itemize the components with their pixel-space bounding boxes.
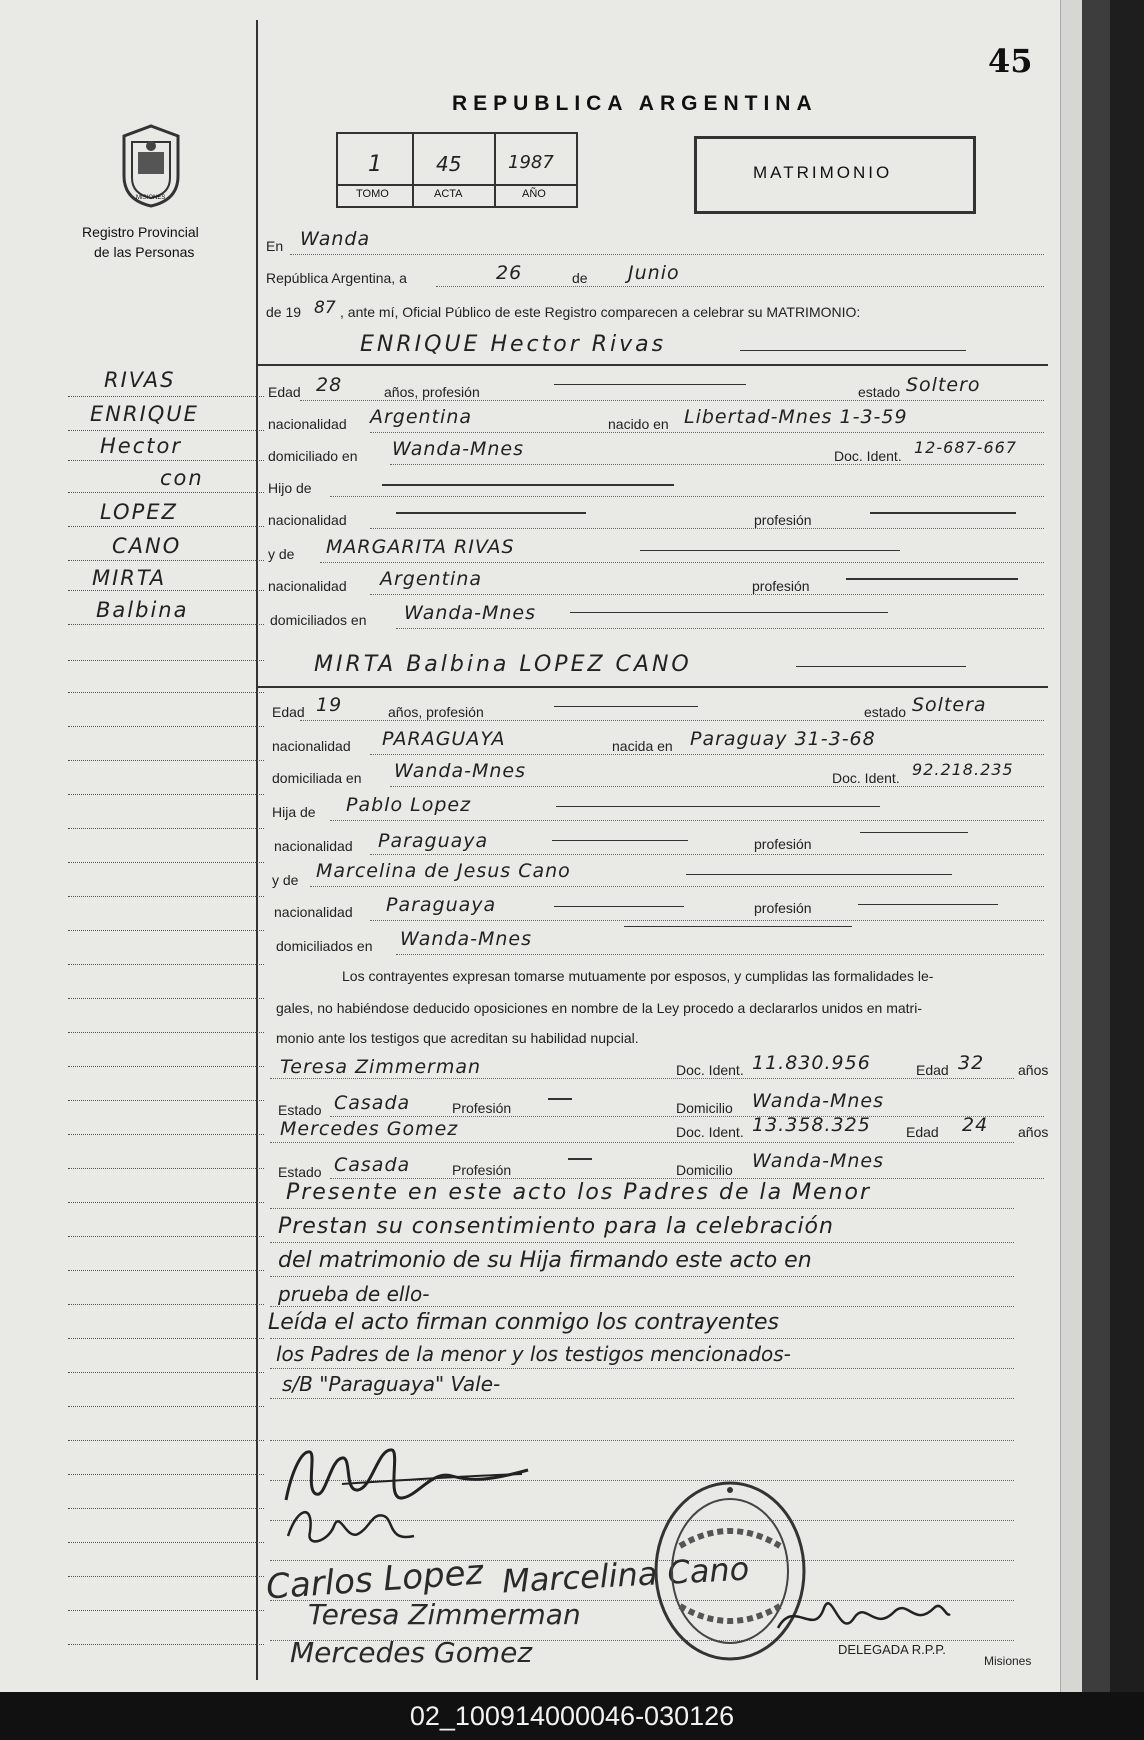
bride-anos-label: años, profesión [388, 704, 484, 720]
bride-madre-nac: Paraguaya [386, 894, 497, 916]
document-type-box [694, 136, 976, 214]
margin-line [68, 896, 264, 897]
bride-nacionalidad: PARAGUAYA [382, 728, 506, 750]
margin-line [68, 1304, 264, 1305]
fill-line [370, 594, 1044, 595]
fill-line [270, 1208, 1014, 1209]
margin-line [68, 964, 264, 965]
fill-line [270, 1306, 1014, 1307]
groom-father-nac-label: nacionalidad [268, 512, 347, 528]
groom-nacido: Libertad-Mnes 1-3-59 [684, 406, 908, 428]
groom-mother-prof-label: profesión [752, 578, 810, 594]
acta-label: ACTA [434, 188, 463, 200]
groom-edad-label: Edad [268, 384, 301, 400]
margin-line [68, 726, 264, 727]
fill-line [270, 1142, 1014, 1143]
dash-line [640, 550, 900, 551]
bride-domicilio: Wanda-Mnes [394, 760, 527, 782]
tomo-acta-ano-box [336, 132, 578, 208]
fill-line [436, 286, 1044, 287]
witness2-profesion-label: Profesión [452, 1162, 512, 1178]
witness2-domicilio: Wanda-Mnes [752, 1150, 885, 1172]
bride-doc-label: Doc. Ident. [832, 770, 900, 786]
margin-line [68, 794, 264, 795]
margin-name: ENRIQUE [90, 402, 199, 426]
bride-edad-label: Edad [272, 704, 305, 720]
margin-line [68, 1032, 264, 1033]
bride-madre: Marcelina de Jesus Cano [316, 860, 571, 882]
witness1-name: Teresa Zimmerman [280, 1056, 482, 1078]
margin-line [68, 998, 264, 999]
witness2-doc-label: Doc. Ident. [676, 1124, 744, 1140]
witness1-doc: 11.830.956 [752, 1052, 871, 1074]
bride-doc: 92.218.235 [912, 760, 1014, 779]
fill-line [390, 464, 1044, 465]
margin-line [68, 760, 264, 761]
fill-line [370, 854, 1044, 855]
dash-line [548, 1098, 572, 1100]
groom-dom-label: domiciliado en [268, 448, 358, 464]
margin-rule [256, 20, 258, 1680]
groom-mother-nac-label: nacionalidad [268, 578, 347, 594]
margin-line [68, 1542, 264, 1543]
wife-signature-icon [284, 1496, 424, 1550]
margin-line [68, 460, 264, 461]
country-heading: REPUBLICA ARGENTINA [452, 92, 818, 115]
witness2-estado-label: Estado [278, 1164, 322, 1180]
note-line: Leída el acto firman conmigo los contrayentes [268, 1310, 780, 1335]
groom-doms-label: domiciliados en [270, 612, 367, 628]
dash-line [624, 926, 852, 927]
witness2-edad: 24 [962, 1114, 989, 1136]
day-value: 26 [496, 262, 523, 284]
groom-padres-dom: Wanda-Mnes [404, 602, 537, 624]
margin-line [68, 1440, 264, 1441]
year-prefix: de 19 [266, 304, 302, 320]
note-line: los Padres de la menor y los testigos mencionados- [276, 1342, 791, 1366]
bride-estado-label: estado [864, 704, 907, 720]
margin-line [68, 1236, 264, 1237]
margin-line [68, 396, 264, 397]
margin-line [68, 560, 264, 561]
signature-marcelina-cano: Marcelina Cano [501, 1549, 751, 1601]
fill-line [270, 1276, 1014, 1277]
page-number: 45 [988, 42, 1033, 80]
groom-nacionalidad: Argentina [370, 406, 473, 428]
bride-yde-label: y de [272, 872, 299, 888]
dash-line [860, 832, 968, 833]
bride-name: MIRTA Balbina LOPEZ CANO [314, 652, 692, 677]
fill-line [370, 528, 1044, 529]
witness2-name: Mercedes Gomez [280, 1118, 459, 1140]
groom-name: ENRIQUE Hector Rivas [360, 332, 667, 357]
margin-name: LOPEZ [100, 500, 178, 524]
fill-line [396, 954, 1044, 955]
margin-line [68, 430, 264, 431]
declaration-line: gales, no habiéndose deducido oposiciones en nombre de la Ley procedo a declararlos unidos en matri- [276, 1000, 922, 1016]
note-line: Prestan su consentimiento para la celebración [278, 1214, 834, 1239]
fill-line [330, 1178, 1044, 1179]
acta-value: 45 [436, 152, 462, 176]
witness1-edad-label: Edad [916, 1062, 949, 1078]
witness2-doc: 13.358.325 [752, 1114, 871, 1136]
margin-line [68, 1508, 264, 1509]
official-signature-icon [774, 1588, 954, 1648]
margin-line [68, 1270, 264, 1271]
margin-line [68, 1338, 264, 1339]
signature-teresa-zimmerman: Teresa Zimmerman [308, 1598, 581, 1631]
bride-nacida-label: nacida en [612, 738, 673, 754]
margin-line [68, 1066, 264, 1067]
margin-name: con [160, 466, 204, 490]
bride-padre-nac: Paraguaya [378, 830, 489, 852]
margin-line [68, 624, 264, 625]
fill-line [270, 1242, 1014, 1243]
margin-line [68, 1168, 264, 1169]
bride-nac-label: nacionalidad [272, 738, 351, 754]
fill-line [300, 720, 1044, 721]
dash-line [570, 612, 888, 613]
groom-estado: Soltero [906, 374, 981, 396]
fill-line [330, 820, 1044, 821]
witness1-doc-label: Doc. Ident. [676, 1062, 744, 1078]
dash-line [858, 904, 998, 905]
margin-line [68, 1372, 264, 1373]
dash-line [552, 840, 688, 841]
witness1-edad: 32 [958, 1052, 985, 1074]
fill-line [330, 496, 1044, 497]
witness1-estado-label: Estado [278, 1102, 322, 1118]
fill-line [370, 754, 1044, 755]
witness1-estado: Casada [334, 1092, 411, 1114]
margin-line [68, 660, 264, 661]
intro-text: , ante mí, Oficial Público de este Registro comparecen a celebrar su MATRIMONIO: [340, 304, 861, 320]
fill-line [270, 1078, 1014, 1079]
de-label: de [572, 270, 588, 286]
fill-line [270, 1398, 1014, 1399]
groom-edad: 28 [316, 374, 343, 396]
dash-line [796, 666, 966, 667]
bride-father-prof-label: profesión [754, 836, 812, 852]
binding-spine [1082, 0, 1110, 1692]
fill-line [370, 432, 1044, 433]
fill-line [270, 1368, 1014, 1369]
ano-label: AÑO [522, 188, 546, 200]
groom-estado-label: estado [858, 384, 901, 400]
note-line: prueba de ello- [278, 1282, 430, 1306]
bride-estado: Soltera [912, 694, 987, 716]
fill-line [390, 786, 1044, 787]
witness2-edad-label: Edad [906, 1124, 939, 1140]
declaration-line: monio ante los testigos que acreditan su habilidad nupcial. [276, 1030, 639, 1046]
fill-line [330, 1116, 1044, 1117]
margin-line [68, 1576, 264, 1577]
margin-line [68, 526, 264, 527]
groom-doc-label: Doc. Ident. [834, 448, 902, 464]
margin-line [68, 1134, 264, 1135]
margin-name: CANO [112, 534, 182, 558]
margin-line [68, 828, 264, 829]
dash-line [686, 874, 952, 875]
dash-line [846, 578, 1018, 580]
margin-line [68, 1474, 264, 1475]
margin-line [68, 1610, 264, 1611]
groom-hijo-label: Hijo de [268, 480, 312, 496]
official-title: DELEGADA R.P.P. [838, 1642, 946, 1657]
section-rule [258, 364, 1048, 366]
witness1-anos-label: años [1018, 1062, 1049, 1078]
margin-name: RIVAS [104, 368, 176, 392]
bride-nacida: Paraguay 31-3-68 [690, 728, 876, 750]
official-place: Misiones [984, 1654, 1032, 1668]
dash-line [568, 1158, 592, 1160]
witness1-domicilio: Wanda-Mnes [752, 1090, 885, 1112]
witness1-domicilio-label: Domicilio [676, 1100, 733, 1116]
republica-label: República Argentina, a [266, 270, 407, 286]
dash-line [554, 384, 746, 385]
dash-line [554, 706, 698, 707]
binding-edge [1060, 0, 1083, 1692]
bride-father-nac-label: nacionalidad [274, 838, 353, 854]
bride-dom-label: domiciliada en [272, 770, 362, 786]
registry-name-line1: Registro Provincial [82, 224, 199, 240]
groom-doc: 12-687-667 [914, 438, 1017, 457]
bride-mother-nac-label: nacionalidad [274, 904, 353, 920]
bride-doms-label: domiciliados en [276, 938, 373, 954]
en-label: En [266, 238, 284, 254]
fill-line [300, 400, 1044, 401]
groom-madre-nac: Argentina [380, 568, 483, 590]
dash-line [396, 512, 586, 514]
declaration-line: Los contrayentes expresan tomarse mutuamente por esposos, y cumplidas las formalidades le- [342, 968, 934, 984]
month-value: Junio [628, 262, 680, 284]
witness2-estado: Casada [334, 1154, 411, 1176]
fill-line [270, 1338, 1014, 1339]
note-line: Presente en este acto los Padres de la Menor [286, 1180, 872, 1205]
ano-value: 1987 [508, 152, 554, 173]
groom-father-prof-label: profesión [754, 512, 812, 528]
registry-name-line2: de las Personas [94, 244, 195, 260]
document-type: MATRIMONIO [753, 163, 893, 182]
groom-domicilio: Wanda-Mnes [392, 438, 525, 460]
margin-name: MIRTA [92, 566, 167, 590]
dash-line [554, 906, 684, 907]
fill-line [310, 886, 1044, 887]
tomo-value: 1 [368, 152, 382, 177]
margin-name: Balbina [96, 598, 189, 622]
margin-name: Hector [100, 434, 182, 458]
bride-edad: 19 [316, 694, 343, 716]
groom-nac-label: nacionalidad [268, 416, 347, 432]
file-id-footer: 02_100914000046-030126 [0, 1692, 1144, 1740]
bride-padres-dom: Wanda-Mnes [400, 928, 533, 950]
fill-line [290, 254, 1044, 255]
dash-line [870, 512, 1016, 514]
bride-padre: Pablo Lopez [346, 794, 472, 816]
margin-line [68, 1100, 264, 1101]
signature-mercedes-gomez: Mercedes Gomez [290, 1636, 533, 1669]
signature-carlos-lopez: Carlos Lopez [264, 1552, 485, 1608]
witness1-profesion-label: Profesión [452, 1100, 512, 1116]
note-line: del matrimonio de su Hija firmando este acto en [278, 1248, 812, 1273]
margin-line [68, 1202, 264, 1203]
dash-line [382, 484, 674, 486]
groom-anos-label: años, profesión [384, 384, 480, 400]
margin-line [68, 692, 264, 693]
groom-madre: MARGARITA RIVAS [326, 536, 515, 558]
year-suffix: 87 [314, 298, 336, 318]
section-rule [258, 686, 1048, 688]
en-value: Wanda [300, 228, 371, 250]
fill-line [320, 562, 1044, 563]
margin-line [68, 590, 264, 591]
witness2-domicilio-label: Domicilio [676, 1162, 733, 1178]
groom-yde-label: y de [268, 546, 295, 562]
margin-line [68, 492, 264, 493]
fill-line [396, 628, 1044, 629]
bride-mother-prof-label: profesión [754, 900, 812, 916]
seal-label: MISIONES [136, 195, 166, 201]
margin-line [68, 1644, 264, 1645]
dash-line [740, 350, 966, 351]
tomo-label: TOMO [356, 188, 389, 200]
dash-line [556, 806, 880, 807]
margin-line [68, 862, 264, 863]
fill-line [370, 920, 1044, 921]
note-line: s/B "Paraguaya" Vale- [282, 1372, 501, 1396]
margin-line [68, 1406, 264, 1407]
margin-line [68, 930, 264, 931]
groom-nacido-label: nacido en [608, 416, 669, 432]
witness2-anos-label: años [1018, 1124, 1049, 1140]
bride-hija-label: Hija de [272, 804, 316, 820]
